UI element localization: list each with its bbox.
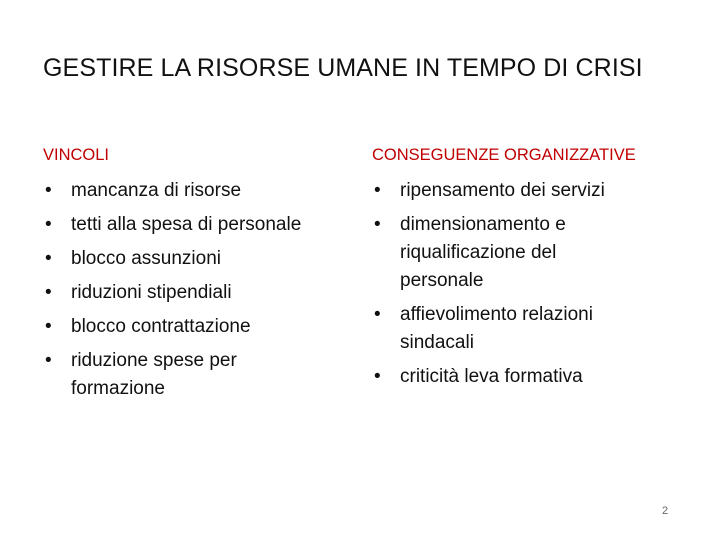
list-item-text: riduzioni stipendiali: [71, 282, 232, 303]
bullet-icon: •: [45, 248, 52, 269]
constraints-heading: VINCOLI: [43, 146, 110, 164]
list-item: [372, 211, 600, 295]
consequences-list: [372, 177, 672, 391]
slide-title: GESTIRE LA RISORSE UMANE IN TEMPO DI CRISI: [43, 54, 643, 82]
bullet-icon: •: [374, 180, 381, 201]
list-item: [43, 347, 301, 403]
list-item-text: criticità leva formativa: [400, 366, 583, 387]
bullet-icon: •: [45, 282, 52, 303]
list-item: [43, 245, 343, 273]
list-item: [372, 177, 672, 205]
list-item-text: dimensionamento e riqualificazione del personale: [400, 214, 566, 291]
bullet-icon: •: [45, 180, 52, 201]
list-item-text: blocco assunzioni: [71, 248, 221, 269]
list-item-text: ripensamento dei servizi: [400, 180, 605, 201]
bullet-icon: •: [45, 214, 52, 235]
list-item: [43, 211, 343, 239]
list-item-text: mancanza di risorse: [71, 180, 242, 201]
list-item: [43, 313, 343, 341]
list-item: [43, 177, 343, 205]
bullet-icon: •: [45, 316, 52, 337]
bullet-icon: •: [374, 304, 381, 325]
list-item: [372, 363, 672, 391]
consequences-column: [372, 144, 672, 397]
constraints-column: [43, 144, 343, 409]
list-item-text: tetti alla spesa di personale: [71, 214, 302, 235]
list-item: [372, 301, 670, 357]
list-item-text: riduzione spese per formazione: [71, 350, 237, 399]
constraints-list: [43, 177, 343, 403]
bullet-icon: •: [45, 350, 52, 371]
list-item-text: blocco contrattazione: [71, 316, 251, 337]
page-number: 2: [662, 505, 669, 517]
bullet-icon: •: [374, 366, 381, 387]
consequences-heading: CONSEGUENZE ORGANIZZATIVE: [372, 146, 636, 164]
bullet-icon: •: [374, 214, 381, 235]
list-item: [43, 279, 343, 307]
list-item-text: affievolimento relazioni sindacali: [400, 304, 593, 353]
